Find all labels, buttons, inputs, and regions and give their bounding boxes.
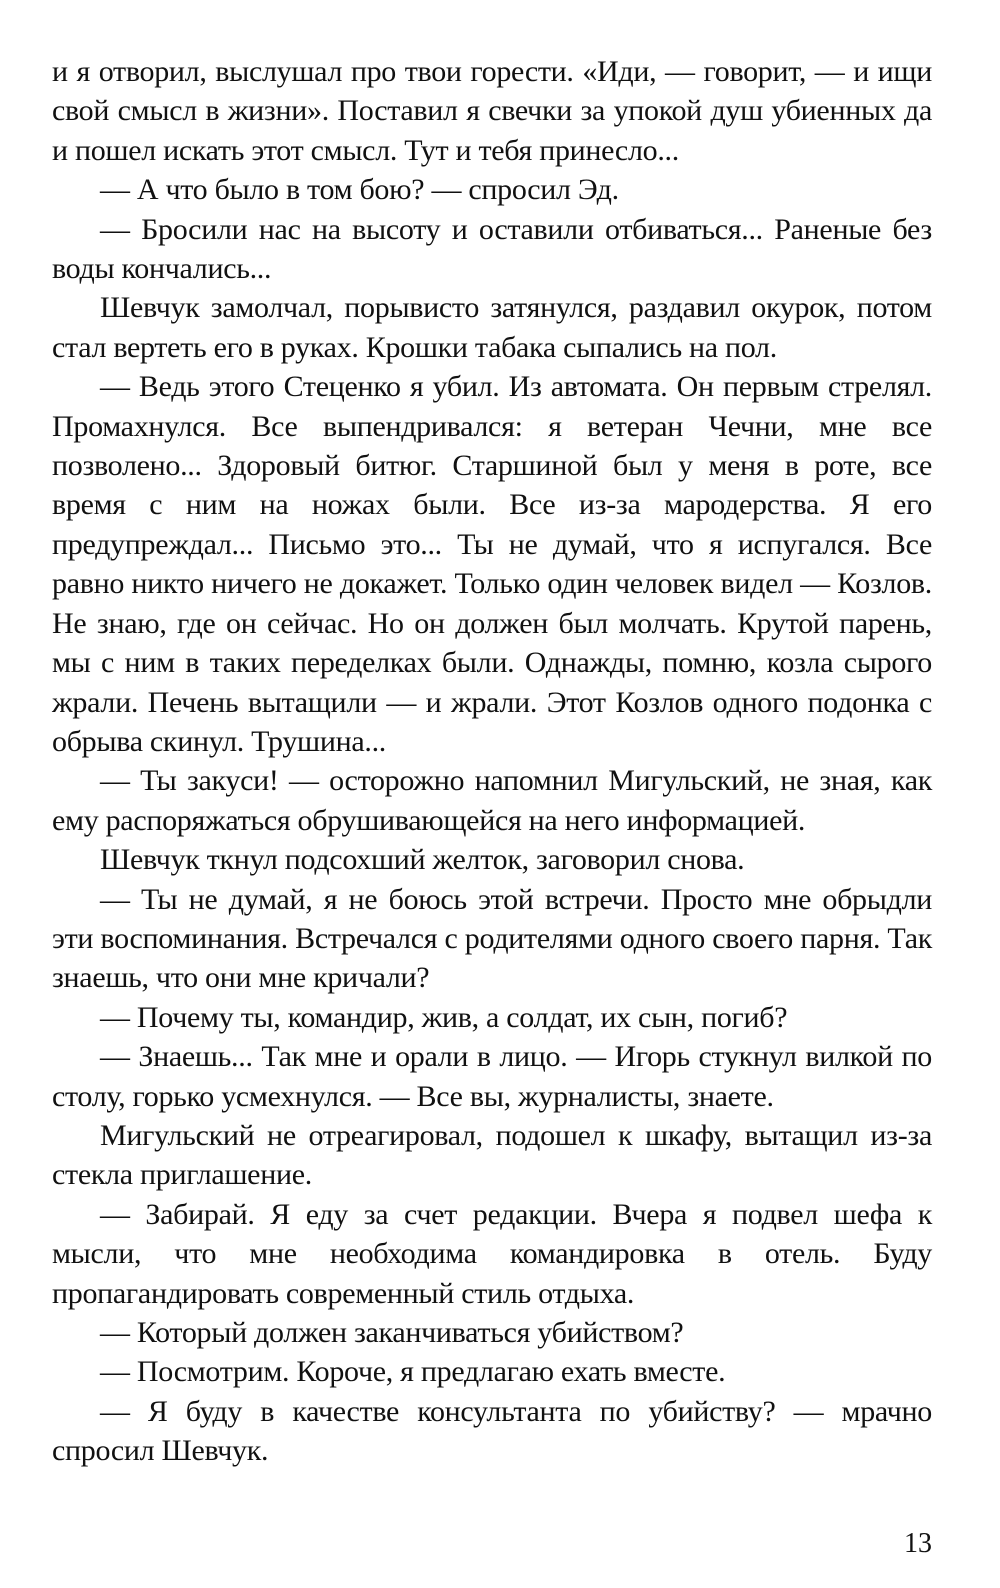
paragraph: Мигульский не отреагировал, подошел к шкафу, вытащил из-за стекла приглашение.	[52, 1118, 932, 1192]
paragraph: — Забирай. Я еду за счет редакции. Вчера я подвел шефа к мысли, что мне необходима командировка в отель. Буду пропагандировать современный стиль отдыха.	[52, 1197, 932, 1310]
page-body	[52, 52, 932, 1471]
paragraph: Шевчук ткнул подсохший желток, заговорил снова.	[100, 843, 745, 877]
paragraph: — Ты закуси! — осторожно напомнил Мигульский, не зная, как ему распоряжаться обрушивающейся на него информацией.	[52, 764, 932, 837]
paragraph: — Бросили нас на высоту и оставили отбиваться... Раненые без воды кончались...	[52, 212, 932, 286]
page-number: 13	[904, 1528, 932, 1559]
paragraph: — Посмотрим. Короче, я предлагаю ехать вместе.	[100, 1355, 726, 1389]
paragraph: — Ты не думай, я не боюсь этой встречи. Просто мне обрыдли эти воспоминания. Встречался с родителями одного своего парня. Так знаешь, что они мне кричали?	[52, 882, 932, 995]
paragraph: — А что было в том бою? — спросил Эд.	[100, 173, 619, 207]
paragraph: — Я буду в качестве консультанта по убийству? — мрачно спросил Шевчук.	[52, 1394, 932, 1468]
paragraph: Шевчук замолчал, порывисто затянулся, раздавил окурок, потом стал вертеть его в руках. Крошки табака сыпались на пол.	[52, 291, 932, 364]
paragraph: и я отворил, выслушал про твои горести. «Иди, — говорит, — и ищи свой смысл в жизни». Поставил я свечки за упокой душ убиенных да и пошел искать этот смысл. Тут и тебя принесло...	[52, 55, 932, 167]
paragraph: — Который должен заканчиваться убийством?	[100, 1316, 684, 1349]
paragraph: — Почему ты, командир, жив, а солдат, их сын, погиб?	[100, 1000, 788, 1034]
paragraph: — Ведь этого Стеценко я убил. Из автомата. Он первым стрелял. Промахнулся. Все выпендривался: я ветеран Чечни, мне все позволено... Здоровый битюг. Старшиной был у меня в роте, все время с ним на ножах были. Все из-за мародерства. Я его предупреждал... Письмо это... Ты не думай, что я испугался. Все равно никто ничего не докажет. Только один человек видел — Козлов. Не знаю, где он сейчас. Но он должен был молчать. Крутой парень, мы с ним в таких переделках были. Однажды, помню, козла сырого жрали. Печень вытащили — и жрали. Этот Козлов одного подонка с обрыва скинул. Трушина...	[52, 370, 932, 758]
paragraph: — Знаешь... Так мне и орали в лицо. — Игорь стукнул вилкой по столу, горько усмехнулся. — Все вы, журналисты, знаете.	[52, 1040, 932, 1113]
